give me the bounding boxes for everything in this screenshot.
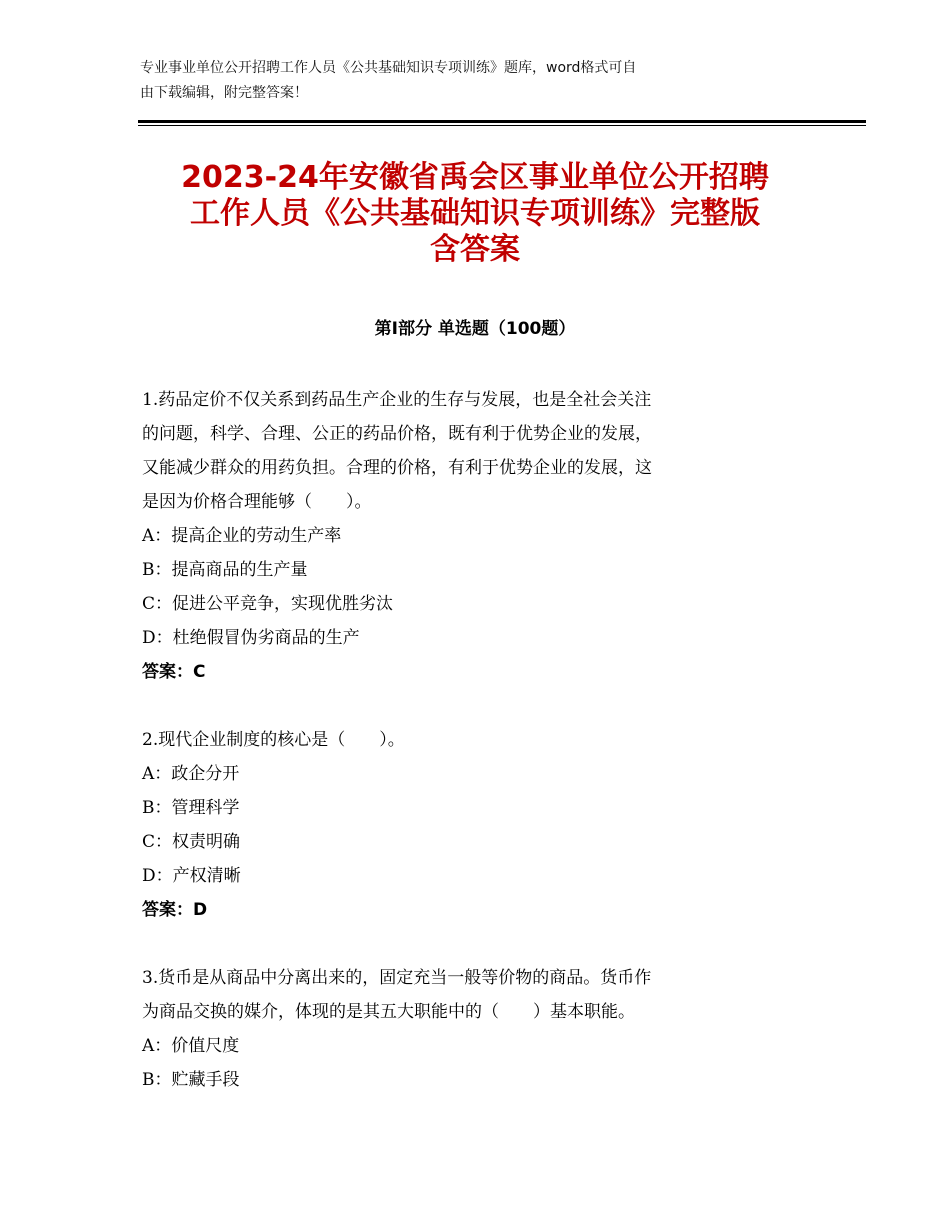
option-a: A：提高企业的劳动生产率 xyxy=(142,526,342,546)
answer: 答案：C xyxy=(142,662,206,682)
question-3 xyxy=(142,961,802,1097)
stem-line: 3.货币是从商品中分离出来的，固定充当一般等价物的商品。货币作 xyxy=(142,968,652,988)
header-rule-thick xyxy=(138,120,866,123)
question-2 xyxy=(142,723,802,927)
option-c: C：权责明确 xyxy=(142,832,241,852)
option-d: D：杜绝假冒伪劣商品的生产 xyxy=(142,628,360,648)
section-heading: 第Ⅰ部分 单选题（100题） xyxy=(374,319,576,339)
title-line: 2023-24年安徽省禹会区事业单位公开招聘 xyxy=(181,160,769,195)
stem-line: 又能减少群众的用药负担。合理的价格，有利于优势企业的发展，这 xyxy=(142,458,652,478)
question-stem xyxy=(142,961,802,1029)
option-c: C：促进公平竞争，实现优胜劣汰 xyxy=(142,594,394,614)
title-line: 工作人员《公共基础知识专项训练》完整版 xyxy=(190,196,760,231)
stem-line: 1.药品定价不仅关系到药品生产企业的生存与发展，也是全社会关注 xyxy=(142,390,652,410)
stem-line: 2.现代企业制度的核心是（ ）。 xyxy=(142,730,405,750)
stem-line: 是因为价格合理能够（ ）。 xyxy=(142,492,372,512)
question-spacer xyxy=(142,927,802,961)
option-b: B：贮藏手段 xyxy=(142,1070,240,1090)
option-a: A：政企分开 xyxy=(142,764,240,784)
option-b: B：提高商品的生产量 xyxy=(142,560,308,580)
header-note-line: 专业事业单位公开招聘工作人员《公共基础知识专项训练》题库，word格式可自 xyxy=(140,60,637,76)
option-a: A：价值尺度 xyxy=(142,1036,240,1056)
question-1 xyxy=(142,383,802,689)
option-b: B：管理科学 xyxy=(142,798,240,818)
question-stem xyxy=(142,383,802,519)
header-note-line: 由下载编辑，附完整答案！ xyxy=(140,85,308,101)
document-title xyxy=(130,160,820,268)
header-note xyxy=(140,56,820,106)
header-rule-thin xyxy=(138,125,866,126)
question-list xyxy=(142,383,802,1097)
stem-line: 为商品交换的媒介，体现的是其五大职能中的（ ）基本职能。 xyxy=(142,1002,635,1022)
stem-line: 的问题，科学、合理、公正的药品价格，既有利于优势企业的发展， xyxy=(142,424,652,444)
title-line: 含答案 xyxy=(430,232,520,267)
answer: 答案：D xyxy=(142,900,208,920)
question-stem xyxy=(142,723,802,757)
option-d: D：产权清晰 xyxy=(142,866,241,886)
question-spacer xyxy=(142,689,802,723)
